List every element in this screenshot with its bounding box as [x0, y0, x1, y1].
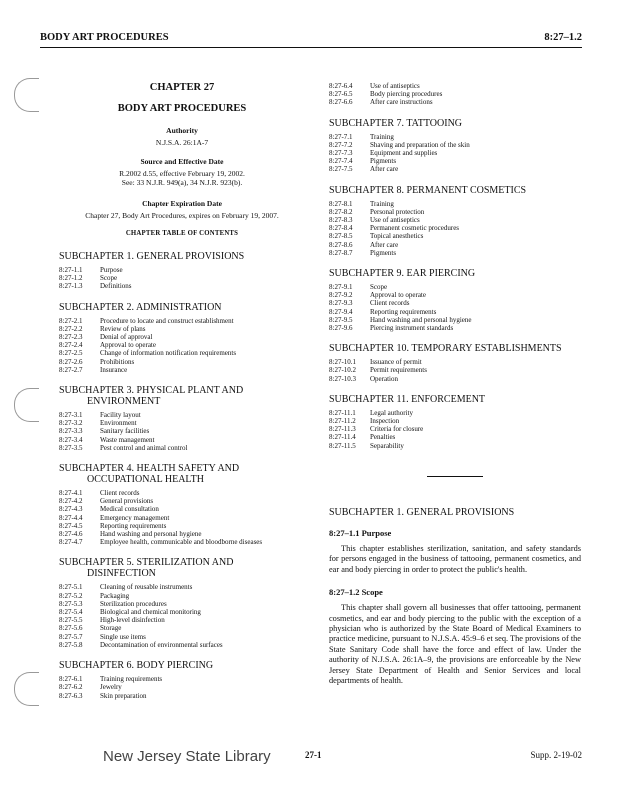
subchapter-title: SUBCHAPTER 10. TEMPORARY ESTABLISHMENTS [329, 343, 562, 355]
toc-entry[interactable] [59, 616, 305, 624]
toc-entry[interactable] [329, 208, 581, 216]
expiration-label: Chapter Expiration Date [142, 199, 222, 208]
toc-section-number: 8:27-2.7 [59, 365, 83, 374]
header-section-number: 8:27–1.2 [544, 32, 582, 43]
toc-entry[interactable] [329, 291, 581, 299]
subchapter-title: SUBCHAPTER 4. HEALTH SAFETY AND [59, 463, 240, 475]
toc-section-title: Pigments [370, 157, 397, 166]
toc-section-number: 8:27-8.7 [329, 248, 353, 257]
toc-section-title: Storage [100, 624, 122, 633]
toc-entry[interactable] [59, 274, 305, 282]
toc-section-number: 8:27-6.3 [59, 691, 83, 700]
toc-section-title: Penalties [370, 433, 396, 442]
toc-section-title: Personal protection [370, 207, 425, 216]
toc-section-title: Hand washing and personal hygiene [100, 530, 202, 539]
header-title: BODY ART PROCEDURES [40, 32, 169, 43]
toc-entry[interactable] [329, 165, 581, 173]
toc-section-number: 8:27-8.6 [329, 240, 353, 249]
toc-section-number: 8:27-3.5 [59, 443, 83, 452]
toc-section-title: Decontamination of environmental surfaces [100, 640, 223, 649]
toc-section-title: Client records [370, 299, 410, 308]
toc-section-title: Single use items [100, 632, 146, 641]
toc-section-number: 8:27-4.5 [59, 521, 83, 530]
toc-entry[interactable] [59, 419, 305, 427]
toc-section-number: 8:27-7.3 [329, 149, 353, 158]
toc-title: CHAPTER TABLE OF CONTENTS [125, 230, 239, 237]
toc-section-number: 8:27-11.2 [329, 417, 356, 426]
toc-section-list [59, 266, 305, 291]
toc-section-title: Training [370, 132, 394, 141]
toc-section-title: Employee health, communicable and bloodborne diseases [100, 538, 263, 547]
punch-hole-mark [14, 78, 39, 112]
expiration-text: Chapter 27, Body Art Procedures, expires on February 19, 2007. [85, 211, 279, 220]
toc-section-number: 8:27-2.2 [59, 324, 83, 333]
toc-section-list [329, 283, 581, 332]
toc-section-title: Packaging [100, 591, 130, 600]
toc-entry[interactable] [59, 692, 305, 700]
toc-section-number: 8:27-9.4 [329, 307, 353, 316]
toc-entry[interactable] [59, 341, 305, 349]
toc-entry[interactable] [329, 98, 581, 106]
section-heading-purpose: 8:27–1.1 Purpose [329, 527, 392, 538]
toc-section-title: Definitions [100, 282, 132, 291]
toc-section-number: 8:27-4.3 [59, 505, 83, 514]
toc-section-number: 8:27-7.4 [329, 157, 353, 166]
toc-entry[interactable] [59, 538, 305, 546]
toc-section-title: Approval to operate [370, 291, 426, 300]
toc-section-number: 8:27-6.6 [329, 98, 353, 107]
toc-entry[interactable] [59, 489, 305, 497]
toc-section-number: 8:27-3.1 [59, 411, 83, 420]
punch-hole-mark [14, 388, 39, 422]
toc-section-number: 8:27-2.1 [59, 316, 83, 325]
toc-section-title: Sterilization procedures [100, 599, 167, 608]
toc-section-number: 8:27-5.4 [59, 608, 83, 617]
toc-entry[interactable] [59, 411, 305, 419]
toc-section-title: Inspection [370, 417, 400, 426]
toc-section-title: Cleaning of reusable instruments [100, 583, 193, 592]
subchapter-title-continued: OCCUPATIONAL HEALTH [87, 474, 204, 486]
toc-section-title: Training [370, 199, 394, 208]
toc-entry[interactable] [59, 583, 305, 591]
toc-section-title: Client records [100, 489, 140, 498]
subchapter-title: SUBCHAPTER 9. EAR PIERCING [329, 268, 476, 280]
subchapter-title: SUBCHAPTER 8. PERMANENT COSMETICS [329, 184, 527, 196]
toc-entry[interactable] [329, 433, 581, 441]
toc-section-number: 8:27-1.3 [59, 282, 83, 291]
toc-section-number: 8:27-7.2 [329, 140, 353, 149]
toc-section-number: 8:27-11.5 [329, 441, 356, 450]
toc-section-number: 8:27-11.4 [329, 433, 356, 442]
toc-section-title: Body piercing procedures [370, 90, 443, 99]
toc-section-title: Biological and chemical monitoring [100, 608, 201, 617]
running-header [40, 32, 582, 46]
chapter-title: BODY ART PROCEDURES [117, 103, 247, 114]
toc-section-title: Insurance [100, 365, 128, 374]
toc-subchapter-heading [329, 268, 581, 279]
toc-section-number: 8:27-11.1 [329, 408, 356, 417]
toc-entry[interactable] [329, 299, 581, 307]
toc-section-number: 8:27-5.1 [59, 583, 83, 592]
toc-entry[interactable] [59, 530, 305, 538]
section-text-scope: This chapter shall govern all businesses that offer tattooing, permanent cosmetics, and ear and body piercing to the public with the exception of a physician who is authorized by the State Board of Medical Examiners to practice medicine, pursuant to N.J.S.A. 45:9–6 et seq. The provisions of the State Sanitary Code shall have the force and effect of law. Under the authority of N.J.S.A. 26:1A–9, the provisions are enforceable by the New Jersey State Department of Health and Senior Services and local departments of health. [329, 603, 581, 685]
source-label: Source and Effective Date [140, 157, 224, 166]
toc-subchapter-heading [59, 385, 305, 407]
toc-section-number: 8:27-10.2 [329, 366, 357, 375]
toc-section-title: Skin preparation [100, 691, 147, 700]
toc-section-list [329, 200, 581, 257]
toc-subchapter-heading [329, 394, 581, 405]
toc-section-number: 8:27-1.1 [59, 266, 83, 274]
toc-subchapter-heading [329, 118, 581, 129]
toc-entry[interactable] [59, 427, 305, 435]
right-column [329, 82, 581, 698]
page-number: 27-1 [305, 750, 322, 760]
toc-section-title: Prohibitions [100, 357, 135, 366]
toc-entry[interactable] [329, 200, 581, 208]
toc-section-title: After care [370, 165, 399, 174]
toc-entry[interactable] [59, 641, 305, 649]
toc-section-title: Criteria for closure [370, 425, 424, 434]
toc-section-title: Environment [100, 419, 137, 428]
toc-entry[interactable] [59, 683, 305, 691]
toc-entry[interactable] [59, 514, 305, 522]
toc-entry[interactable] [329, 133, 581, 141]
toc-section-number: 8:27-2.5 [59, 349, 83, 358]
toc-section-number: 8:27-2.6 [59, 357, 83, 366]
toc-section-title: Sanitary facilities [100, 427, 150, 436]
toc-entry[interactable] [329, 358, 581, 366]
toc-section-title: Piercing instrument standards [370, 324, 454, 333]
toc-section-number: 8:27-11.3 [329, 425, 356, 434]
toc-section-title: Scope [100, 274, 118, 283]
subchapter-title: SUBCHAPTER 1. GENERAL PROVISIONS [59, 251, 245, 262]
toc-section-title: General provisions [100, 497, 154, 506]
toc-section-number: 8:27-5.6 [59, 624, 83, 633]
toc-entry[interactable] [329, 308, 581, 316]
toc-section-number: 8:27-9.2 [329, 291, 353, 300]
source-citation [59, 169, 305, 187]
toc-section-title: Waste management [100, 435, 155, 444]
toc-section-title: Operation [370, 374, 398, 383]
authority-label: Authority [166, 126, 198, 135]
toc-section-title: Jewelry [100, 683, 122, 692]
toc-entry[interactable] [59, 633, 305, 641]
toc-section-title: Training requirements [100, 675, 163, 684]
toc-section-title: Purpose [100, 266, 123, 274]
toc-entry[interactable] [329, 375, 581, 383]
toc-entry[interactable] [329, 241, 581, 249]
toc-section-title: Equipment and supplies [370, 149, 438, 158]
toc-subchapter-heading [329, 343, 581, 354]
toc-entry[interactable] [59, 358, 305, 366]
authority-citation: N.J.S.A. 26:1A-7 [155, 138, 209, 147]
toc-section-number: 8:27-5.2 [59, 591, 83, 600]
toc-section-number: 8:27-2.3 [59, 333, 83, 342]
toc-section-title: Emergency management [100, 513, 170, 522]
toc-subchapter-heading [59, 463, 305, 485]
source-line-2: See: 33 N.J.R. 949(a), 34 N.J.R. 923(b). [121, 178, 243, 187]
toc-section-list [329, 358, 581, 383]
toc-entry[interactable] [329, 417, 581, 425]
toc-entry[interactable] [59, 282, 305, 290]
toc-section-title: Procedure to locate and construct establishment [100, 316, 234, 325]
subchapter-title: SUBCHAPTER 3. PHYSICAL PLANT AND [59, 385, 244, 397]
toc-section-number: 8:27-2.4 [59, 341, 83, 350]
toc-entry[interactable] [329, 249, 581, 257]
toc-section-number: 8:27-3.4 [59, 435, 83, 444]
header-rule [40, 47, 582, 48]
toc-entry[interactable] [329, 90, 581, 98]
toc-section-title: Scope [370, 283, 388, 292]
toc-entry[interactable] [59, 349, 305, 357]
section-text-purpose: This chapter establishes sterilization, sanitation, and safety standards for persons engaged in the business of tattooing, permanent cosmetics, and ear and body piercing in order to protect the public's health. [329, 543, 581, 574]
toc-right [329, 118, 581, 450]
toc-section-number: 8:27-9.5 [329, 315, 353, 324]
toc-entry[interactable] [59, 325, 305, 333]
subchapter-title: SUBCHAPTER 5. STERILIZATION AND [59, 557, 234, 569]
toc-section-list [59, 317, 305, 374]
toc-entry[interactable] [59, 366, 305, 374]
toc-section-title: Topical anesthetics [370, 232, 424, 241]
toc-section-number: 8:27-4.2 [59, 497, 83, 506]
section-divider [427, 476, 483, 477]
toc-entry[interactable] [329, 141, 581, 149]
toc-section-number: 8:27-5.5 [59, 616, 83, 625]
toc-section-title: Legal authority [370, 408, 413, 417]
toc-entry[interactable] [329, 366, 581, 374]
toc-section-number: 8:27-8.5 [329, 232, 353, 241]
toc-entry[interactable] [59, 266, 305, 274]
chapter-number: CHAPTER 27 [149, 82, 215, 93]
subchapter-title: SUBCHAPTER 6. BODY PIERCING [59, 660, 214, 672]
subchapter-title-continued: ENVIRONMENT [87, 396, 161, 408]
toc-section-title: Permit requirements [370, 366, 427, 375]
toc-section-number: 8:27-9.1 [329, 283, 353, 292]
toc-entry[interactable] [329, 409, 581, 417]
toc-section-number: 8:27-8.1 [329, 199, 353, 208]
toc-section-title: Pest control and animal control [100, 443, 188, 452]
toc-section-number: 8:27-4.6 [59, 530, 83, 539]
page-footer [0, 748, 618, 768]
toc-entry[interactable] [59, 444, 305, 452]
toc-section-title: Separability [370, 441, 404, 450]
toc-section-number: 8:27-4.4 [59, 513, 83, 522]
toc-section-title: After care instructions [370, 98, 433, 107]
toc-section-number: 8:27-3.2 [59, 419, 83, 428]
toc-section-number: 8:27-6.2 [59, 683, 83, 692]
toc-entry[interactable] [329, 425, 581, 433]
toc-section-number: 8:27-5.3 [59, 599, 83, 608]
toc-entry[interactable] [59, 333, 305, 341]
toc-section-number: 8:27-6.1 [59, 675, 83, 684]
toc-section-number: 8:27-6.4 [329, 82, 353, 90]
toc-subchapter-heading [59, 660, 305, 671]
toc-section-title: Denial of approval [100, 333, 153, 342]
toc-section-number: 8:27-10.1 [329, 358, 357, 367]
toc-section-title: Pigments [370, 248, 397, 257]
toc-entry[interactable] [59, 317, 305, 325]
toc-continued-list [329, 82, 581, 107]
toc-section-title: Reporting requirements [370, 307, 437, 316]
toc-section-title: Medical consultation [100, 505, 159, 514]
toc-section-list [59, 489, 305, 546]
library-watermark: New Jersey State Library [103, 748, 271, 765]
toc-entry[interactable] [59, 624, 305, 632]
toc-subchapter-heading [59, 557, 305, 579]
toc-subchapter-heading [59, 302, 305, 313]
subchapter-title: SUBCHAPTER 2. ADMINISTRATION [59, 301, 222, 313]
toc-section-number: 8:27-6.5 [329, 90, 353, 99]
toc-entry[interactable] [329, 157, 581, 165]
toc-section-title: Use of antiseptics [370, 216, 420, 225]
toc-section-title: High-level disinfection [100, 616, 165, 625]
toc-section-list [329, 133, 581, 174]
toc-section-title: Review of plans [100, 324, 146, 333]
toc-entry[interactable] [59, 505, 305, 513]
punch-hole-mark [14, 672, 39, 706]
source-line-1: R.2002 d.55, effective February 19, 2002. [119, 169, 245, 178]
toc-entry[interactable] [59, 608, 305, 616]
subchapter-title-continued: DISINFECTION [87, 568, 156, 580]
toc-section-title: Permanent cosmetic procedures [370, 224, 460, 233]
toc-entry[interactable] [329, 82, 581, 90]
toc-section-title: After care [370, 240, 399, 249]
toc-section-list [59, 411, 305, 452]
toc-section-number: 8:27-4.1 [59, 489, 83, 498]
toc-entry[interactable] [329, 216, 581, 224]
section-heading-scope: 8:27–1.2 Scope [329, 587, 383, 598]
toc-section-number: 8:27-8.3 [329, 216, 353, 225]
toc-section-number: 8:27-9.3 [329, 299, 353, 308]
left-column [59, 82, 305, 711]
toc-section-title: Use of antiseptics [370, 82, 420, 90]
toc-section-number: 8:27-5.7 [59, 632, 83, 641]
toc-entry[interactable] [59, 600, 305, 608]
toc-section-number: 8:27-3.3 [59, 427, 83, 436]
toc-section-list [329, 409, 581, 450]
toc-section-number: 8:27-8.4 [329, 224, 353, 233]
toc-left [59, 251, 305, 700]
toc-section-number: 8:27-10.3 [329, 374, 357, 383]
toc-section-number: 8:27-5.8 [59, 640, 83, 649]
supplement-date: Supp. 2-19-02 [530, 750, 582, 760]
toc-entry[interactable] [59, 522, 305, 530]
toc-entry[interactable] [59, 497, 305, 505]
toc-entry[interactable] [329, 232, 581, 240]
toc-section-title: Hand washing and personal hygiene [370, 315, 472, 324]
toc-section-list [59, 583, 305, 649]
toc-section-number: 8:27-8.2 [329, 207, 353, 216]
toc-section-title: Approval to operate [100, 341, 156, 350]
toc-entry[interactable] [59, 592, 305, 600]
toc-entry[interactable] [59, 675, 305, 683]
toc-section-title: Reporting requirements [100, 521, 167, 530]
toc-entry[interactable] [329, 324, 581, 332]
toc-section-title: Facility layout [100, 411, 141, 420]
toc-entry[interactable] [329, 224, 581, 232]
toc-section-title: Shaving and preparation of the skin [370, 140, 470, 149]
toc-subchapter-heading [59, 251, 305, 262]
subchapter-title: SUBCHAPTER 7. TATTOOING [329, 117, 463, 129]
body-subchapter-heading: SUBCHAPTER 1. GENERAL PROVISIONS [329, 506, 515, 518]
toc-entry[interactable] [59, 436, 305, 444]
toc-section-number: 8:27-7.1 [329, 132, 353, 141]
toc-entry[interactable] [329, 442, 581, 450]
toc-section-number: 8:27-1.2 [59, 274, 83, 283]
toc-entry[interactable] [329, 283, 581, 291]
toc-entry[interactable] [329, 316, 581, 324]
toc-section-title: Change of information notification requirements [100, 349, 237, 358]
subchapter-title: SUBCHAPTER 11. ENFORCEMENT [329, 393, 486, 405]
toc-entry[interactable] [329, 149, 581, 157]
toc-section-number: 8:27-7.5 [329, 165, 353, 174]
toc-section-number: 8:27-9.6 [329, 324, 353, 333]
toc-section-title: Issuance of permit [370, 358, 422, 367]
toc-section-number: 8:27-4.7 [59, 538, 83, 547]
toc-section-list [59, 675, 305, 700]
toc-subchapter-heading [329, 185, 581, 196]
